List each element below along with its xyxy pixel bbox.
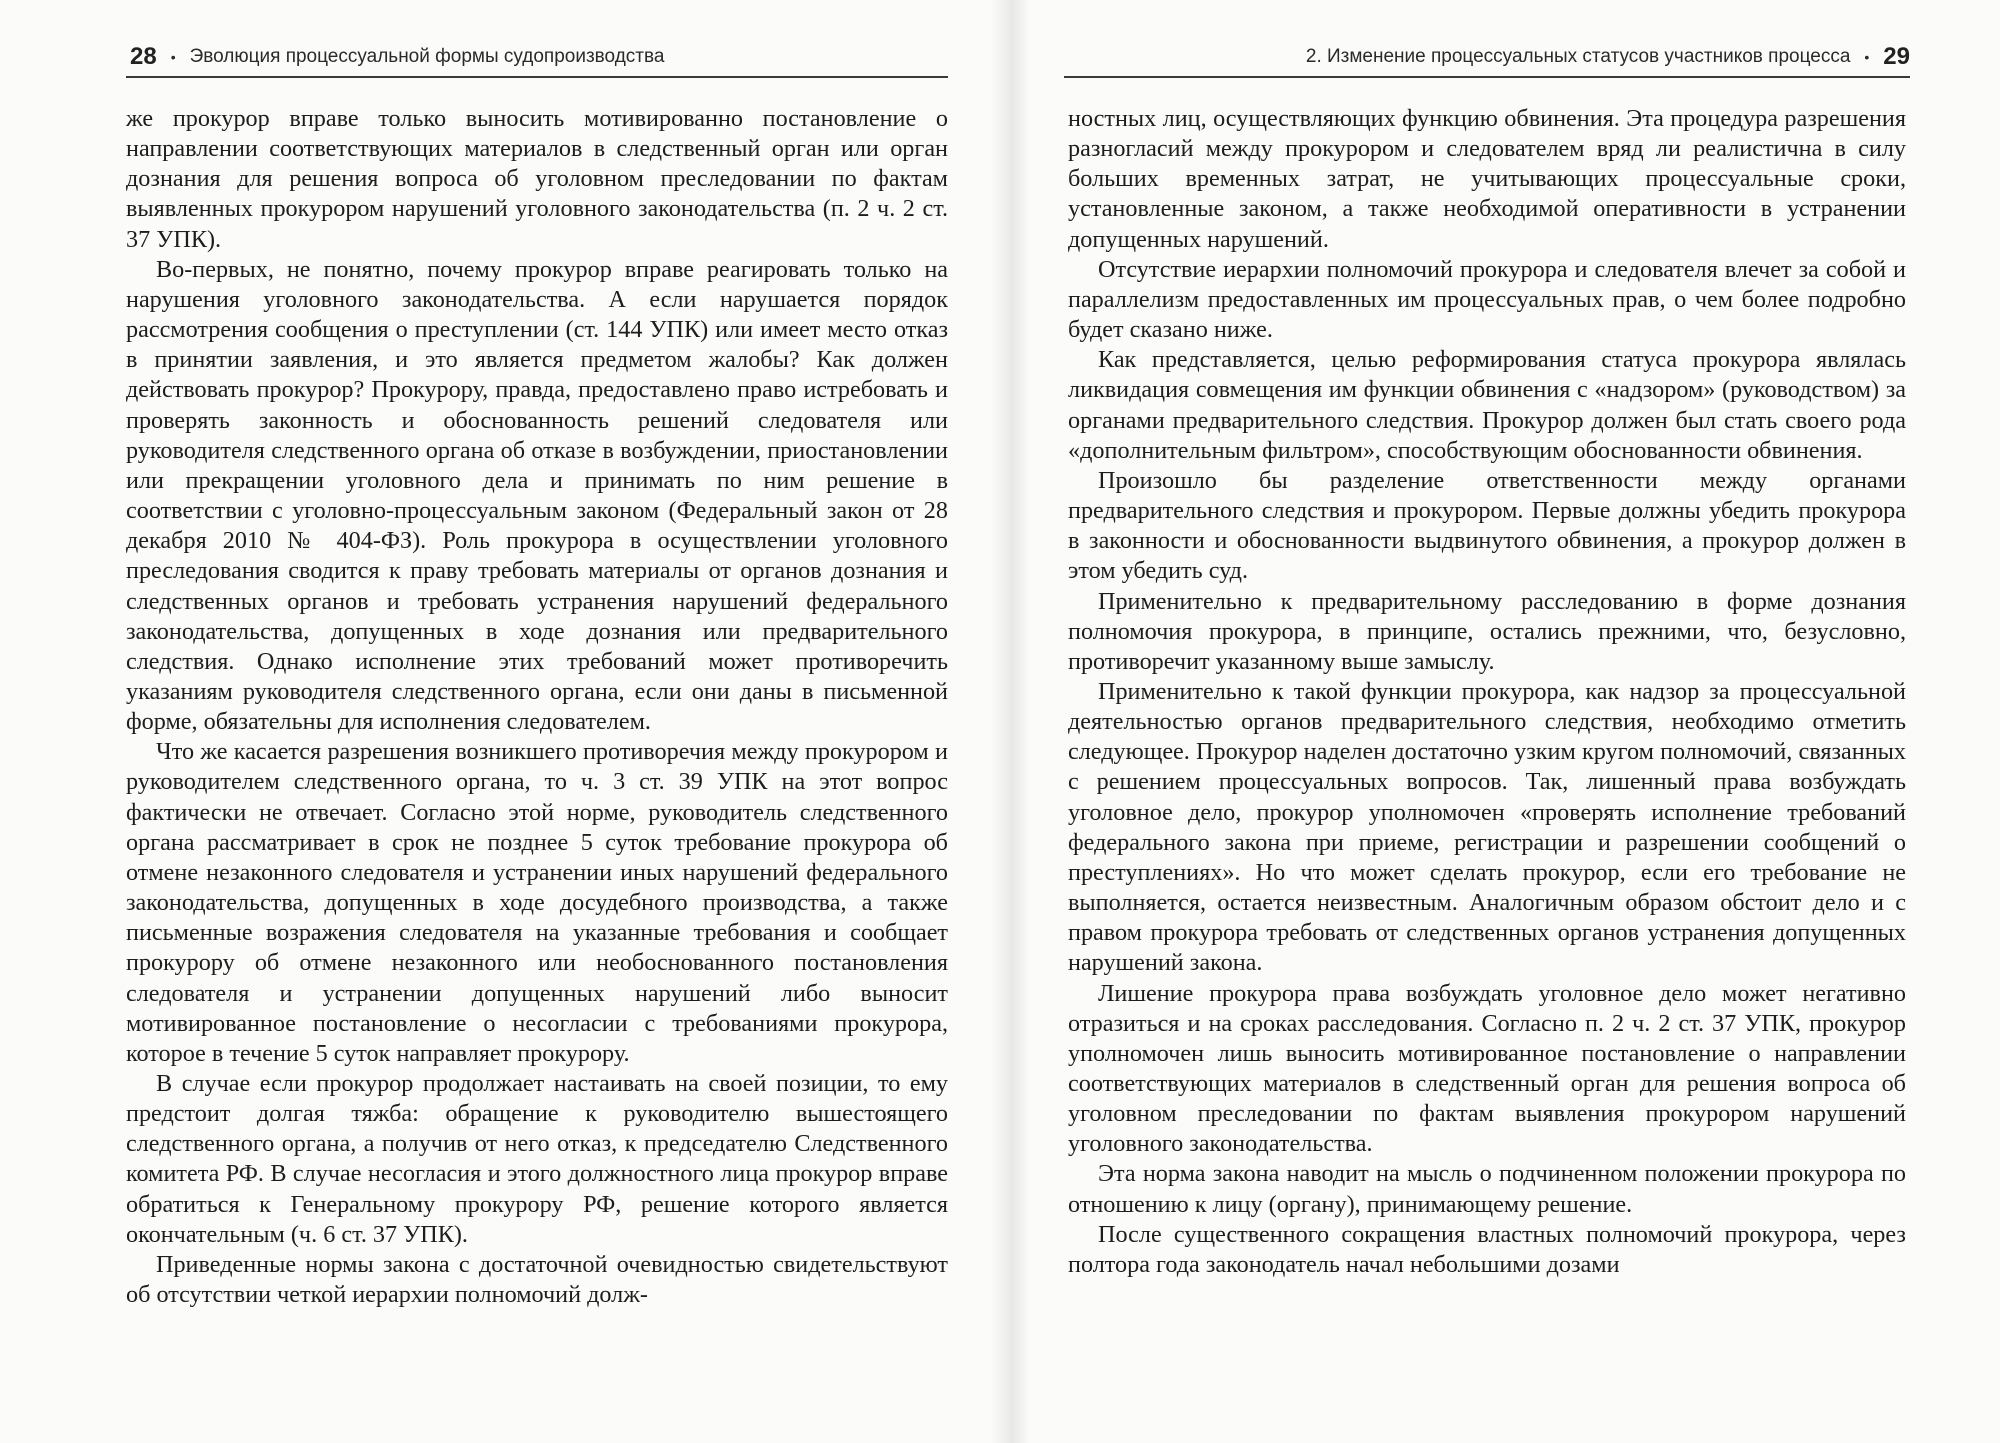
left-head-rule <box>126 76 948 78</box>
left-running-title: Эволюция процессуальной формы судопроизводства <box>189 46 665 67</box>
paragraph: Произошло бы разделение ответственности между органами предварительного следствия и прокурором. Первые должны убедить прокурора в законности и обоснованности выдвинутого обвинения, а прокурор должен в этом убедить суд. <box>1068 466 1906 585</box>
right-page <box>1000 0 2000 1443</box>
paragraph: После существенного сокращения властных полномочий прокурора, через полтора года законодатель начал небольшими дозами <box>1068 1220 1906 1278</box>
paragraph: Во-первых, не понятно, почему прокурор вправе реагировать только на нарушения уголовного законодательства. А если нарушается порядок рассмотрения сообщения о преступлении (ст. 144 УПК) или имеет место отказ в принятии заявления, и это является предметом жалобы? Как должен действовать прокурор? Прокурору, правда, предоставлено право истребовать и проверять законность и обоснованность решений следователя или руководителя следственного органа об отказе в возбуждении, приостановлении или прекращении уголовного дела и принимать по ним решение в соответствии с уголовно-процессуальным законом (Федеральный закон от 28 декабря 2010 № 404-ФЗ). Роль прокурора в осуществлении уголовного преследования сводится к праву требовать материалы от органов дознания и следственных органов и требовать устранения нарушений федерального законодательства, допущенных в ходе дознания или предварительного следствия. Однако исполнение этих требований может противоречить указаниям руководителя следственного органа, если они даны в письменной форме, обязательны для исполнения следователем. <box>126 255 948 736</box>
right-running-title: 2. Изменение процессуальных статусов участников процесса <box>1305 46 1851 67</box>
paragraph: Как представляется, целью реформирования статуса прокурора являлась ликвидация совмещения им функции обвинения с «надзором» (руководством) за органами предварительного следствия. Прокурор должен был стать своего рода «дополнительным фильтром», способствующим обоснованности обвинения. <box>1068 346 1906 464</box>
paragraph: Применительно к предварительному расследованию в форме дознания полномочия прокурора, в принципе, остались прежними, что, безусловно, противоречит указанному выше замыслу. <box>1068 587 1906 675</box>
right-head-rule <box>1064 76 1910 78</box>
right-page-number: 29 <box>1883 43 1910 70</box>
left-running-head <box>130 40 945 74</box>
paragraph: же прокурор вправе только выносить мотивированно постановление о направлении соответствующих материалов в следственный орган или орган дознания для решения вопроса об уголовном преследовании по фактам выявленных прокурором нарушений уголовного законодательства (п. 2 ч. 2 ст. 37 УПК). <box>126 105 948 253</box>
paragraph: ностных лиц, осуществляющих функцию обвинения. Эта процедура разрешения разногласий между прокурором и следователем вряд ли реалистична в силу больших временных затрат, не учитывающих процессуальные сроки, установленные законом, а также необходимой оперативности в устранении допущенных нарушений. <box>1068 105 1906 253</box>
paragraph: Эта норма закона наводит на мысль о подчиненном положении прокурора по отношению к лицу (органу), принимающему решение. <box>1068 1160 1906 1218</box>
paragraph: Приведенные нормы закона с достаточной очевидностью свидетельствуют об отсутствии четкой иерархии полномочий долж- <box>126 1250 948 1309</box>
paragraph: Отсутствие иерархии полномочий прокурора и следователя влечет за собой и параллелизм предоставленных им процессуальных прав, о чем более подробно будет сказано ниже. <box>1068 255 1906 344</box>
left-page-number: 28 <box>130 43 157 70</box>
right-page-body <box>1068 104 1906 1280</box>
paragraph: В случае если прокурор продолжает настаивать на своей позиции, то ему предстоит долгая тяжба: обращение к руководителю вышестоящего следственного органа, а получив от него отказ, к председателю Следственного комитета РФ. В случае несогласия и этого должностного лица прокурор вправе обратиться к Генеральному прокурору РФ, решение которого является окончательным (ч. 6 ст. 37 УПК). <box>126 1070 948 1248</box>
right-running-head <box>1030 40 1910 74</box>
bullet-separator: • <box>1864 49 1870 65</box>
left-page-body <box>126 104 948 1310</box>
bullet-separator: • <box>170 49 176 65</box>
paragraph: Что же касается разрешения возникшего противоречия между прокурором и руководителем следственного органа, то ч. 3 ст. 39 УПК на этот вопрос фактически не отвечает. Согласно этой норме, руководитель следственного органа рассматривает в срок не позднее 5 суток требование прокурора об отмене незаконного следователя и устранении иных нарушений федерального законодательства, допущенных в ходе досудебного производства, а также письменные возражения следователя на указанные требования и сообщает прокурору об отмене незаконного или необоснованного постановления следователя и устранении допущенных нарушений либо выносит мотивированное постановление о несогласии с требованиями прокурора, которое в течение 5 суток направляет прокурору. <box>126 738 948 1067</box>
paragraph: Лишение прокурора права возбуждать уголовное дело может негативно отразиться и на сроках расследования. Согласно п. 2 ч. 2 ст. 37 УПК, прокурор уполномочен лишь выносить мотивированное постановление о направлении соответствующих материалов в следственный орган для решения вопроса об уголовном преследовании по фактам выявления прокурором нарушений уголовного законодательства. <box>1068 979 1906 1158</box>
paragraph: Применительно к такой функции прокурора, как надзор за процессуальной деятельностью органов предварительного следствия, необходимо отметить следующее. Прокурор наделен достаточно узким кругом полномочий, связанных с решением процессуальных вопросов. Так, лишенный права возбуждать уголовное дело, прокурор уполномочен «проверять исполнение требований федерального закона при приеме, регистрации и разрешении сообщений о преступлениях». Но что может сделать прокурор, если его требование не выполняется, остается неизвестным. Аналогичным образом обстоит дело и с правом прокурора требовать от следственных органов устранения допущенных нарушений закона. <box>1068 677 1906 977</box>
